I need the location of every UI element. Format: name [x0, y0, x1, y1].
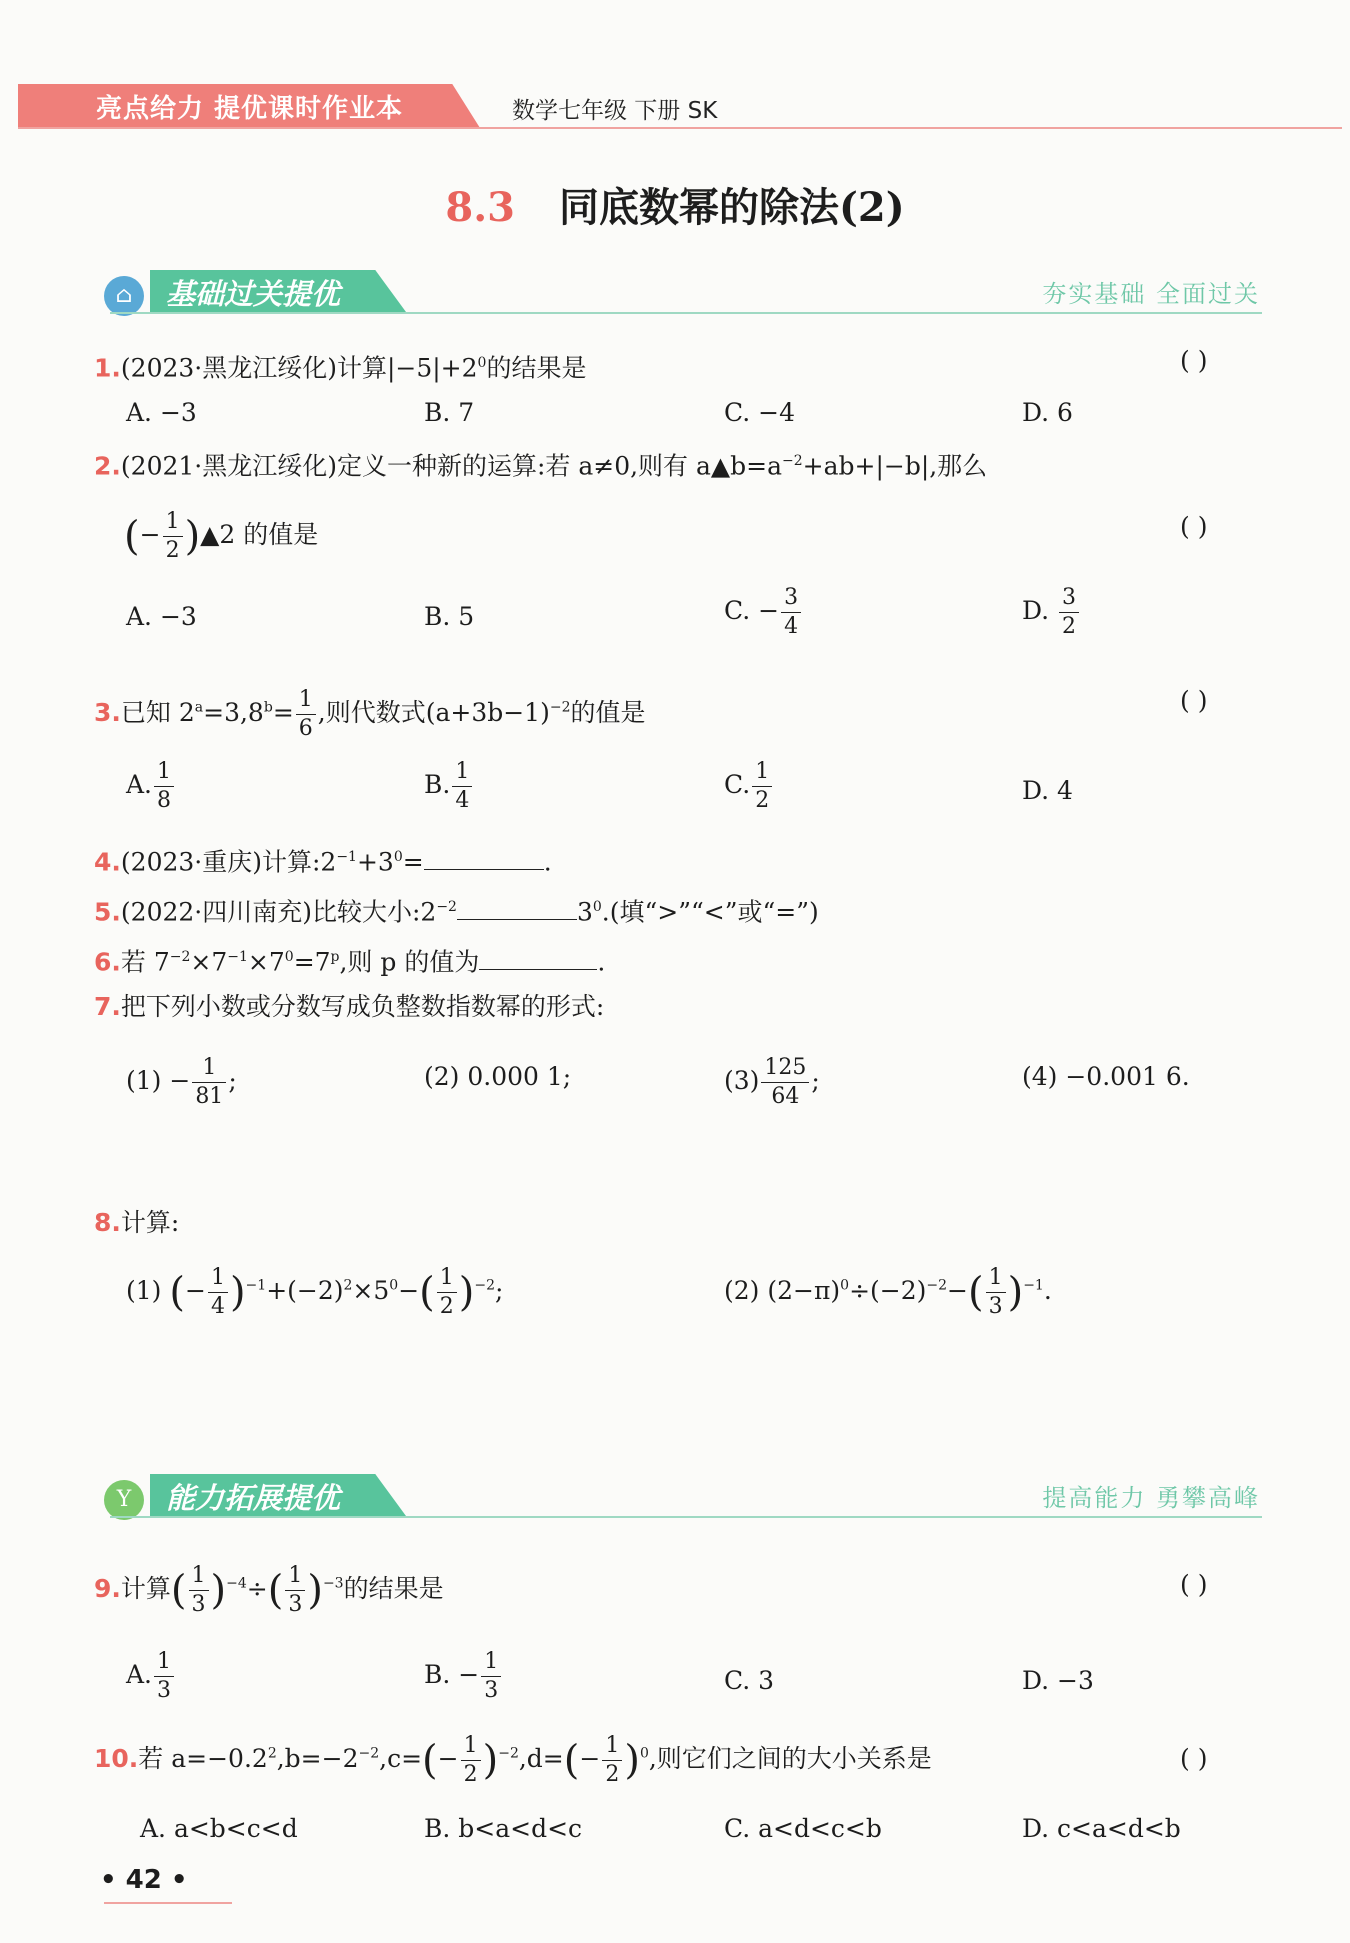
question-5: 5.(2022·四川南充)比较大小$:2^{-2}$ $3^0$.(填“>”“<”或“=”) — [94, 897, 819, 927]
lightbulb-icon: Y — [104, 1480, 144, 1520]
option: D. 4 — [1022, 776, 1073, 805]
header-rule — [18, 127, 1342, 129]
question-8: 8.计算: — [94, 1208, 180, 1237]
question-10: 10.若 $a=-0.2^2,b=-2^{-2},c=(-$ $\frac{1}{2}$ )$^{-2}$,d=(− $\frac{1}{2}$ )$^0$,则它们之间的大小关系是 — [94, 1733, 932, 1787]
option: A. −3 — [126, 398, 197, 427]
option: A. a<b<c<d — [140, 1814, 298, 1843]
header-book: 数学七年级 下册 SK — [512, 98, 718, 124]
section-name: 能力拓展提优 — [166, 1481, 341, 1515]
option: D. −3 — [1022, 1666, 1094, 1695]
house-icon: ⌂ — [104, 276, 144, 316]
page-rule — [104, 1902, 232, 1904]
option: B. 7 — [424, 398, 475, 427]
section-motto: 夯实基础 全面过关 — [1042, 280, 1260, 308]
option: B. $\frac{1}{4}$ — [424, 758, 474, 815]
q7-item-4: (4) −0.001 6. — [1022, 1062, 1190, 1091]
page-title — [0, 176, 1350, 233]
section-rule — [110, 1516, 1262, 1518]
question-2: 2.(2021·黑龙江绥化)定义一种新的运算:若 a≠0,则有 $a▲b=a^{-2}+ab+|-b|$,那么 — [94, 451, 988, 481]
option: D. $\frac{3}{2}$ — [1022, 584, 1081, 641]
option: B. − $\frac{1}{3}$ — [424, 1648, 503, 1705]
section-motto: 提高能力 勇攀高峰 — [1042, 1484, 1260, 1512]
answer-paren: ( ) — [1180, 1570, 1208, 1599]
q7-item-3: (3) $\frac{125}{64}$ ; — [724, 1055, 820, 1109]
title-number: 8.3 — [445, 184, 515, 231]
answer-paren: ( ) — [1180, 512, 1208, 541]
option: B. 5 — [424, 602, 475, 631]
question-7: 7.把下列小数或分数写成负整数指数幂的形式: — [94, 992, 605, 1021]
option: D. 6 — [1022, 398, 1073, 427]
q8-part-2: (2) $(2-\pi)^0\div(-2)^{-2}-$( $\frac{1}{3}$ )$^{-1}$. — [724, 1265, 1052, 1319]
option: C. a<d<c<b — [724, 1814, 882, 1843]
header-brand: 亮点给力 提优课时作业本 — [96, 94, 404, 124]
section-name: 基础过关提优 — [166, 277, 341, 311]
option: C. − $\frac{3}{4}$ — [724, 584, 803, 641]
q7-item-2: (2) 0.000 1; — [424, 1062, 572, 1091]
answer-paren: ( ) — [1180, 346, 1208, 375]
option: C. 3 — [724, 1666, 775, 1695]
answer-blank[interactable] — [457, 895, 577, 920]
option: A. $\frac{1}{3}$ — [126, 1648, 176, 1705]
option: C. −4 — [724, 398, 795, 427]
question-6: 6.若 $7^{-2}\times 7^{-1}\times 7^0=7^p$,则 p 的值为 . — [94, 947, 606, 977]
option: C. $\frac{1}{2}$ — [724, 758, 774, 815]
question-4: 4.(2023·重庆)计算$:2^{-1}+3^0=$ . — [94, 847, 552, 877]
option: A. $\frac{1}{8}$ — [126, 758, 176, 815]
page-number: • 42 • — [100, 1865, 188, 1895]
answer-paren: ( ) — [1180, 1744, 1208, 1773]
answer-blank[interactable] — [479, 945, 597, 970]
option: A. −3 — [126, 602, 197, 631]
question-2-line2: (− $\frac{1}{2}$ )▲2 的值是 — [124, 509, 319, 563]
question-3: 3.已知 $2^a=3,8^b=$ $\frac{1}{6}$ ,则代数式$(a+3b-1)^{-2}$的值是 — [94, 687, 646, 741]
question-1: 1.(2023·黑龙江绥化)计算$|-5|+2^0$的结果是 — [94, 353, 587, 383]
option: B. b<a<d<c — [424, 1814, 583, 1843]
answer-blank[interactable] — [424, 845, 544, 870]
title-text: 同底数幂的除法(2) — [558, 184, 905, 231]
section-rule — [110, 312, 1262, 314]
option: D. c<a<d<b — [1022, 1814, 1181, 1843]
q7-item-1: (1) − $\frac{1}{81}$ ; — [126, 1055, 237, 1109]
question-9: 9.计算( $\frac{1}{3}$ )$^{-4}$÷( $\frac{1}{3}$ )$^{-3}$的结果是 — [94, 1563, 444, 1617]
answer-paren: ( ) — [1180, 686, 1208, 715]
q8-part-1: (1) (− $\frac{1}{4}$ )$^{-1}+(-2)^2\times 5^0-$( $\frac{1}{2}$ )$^{-2}$; — [126, 1265, 504, 1319]
